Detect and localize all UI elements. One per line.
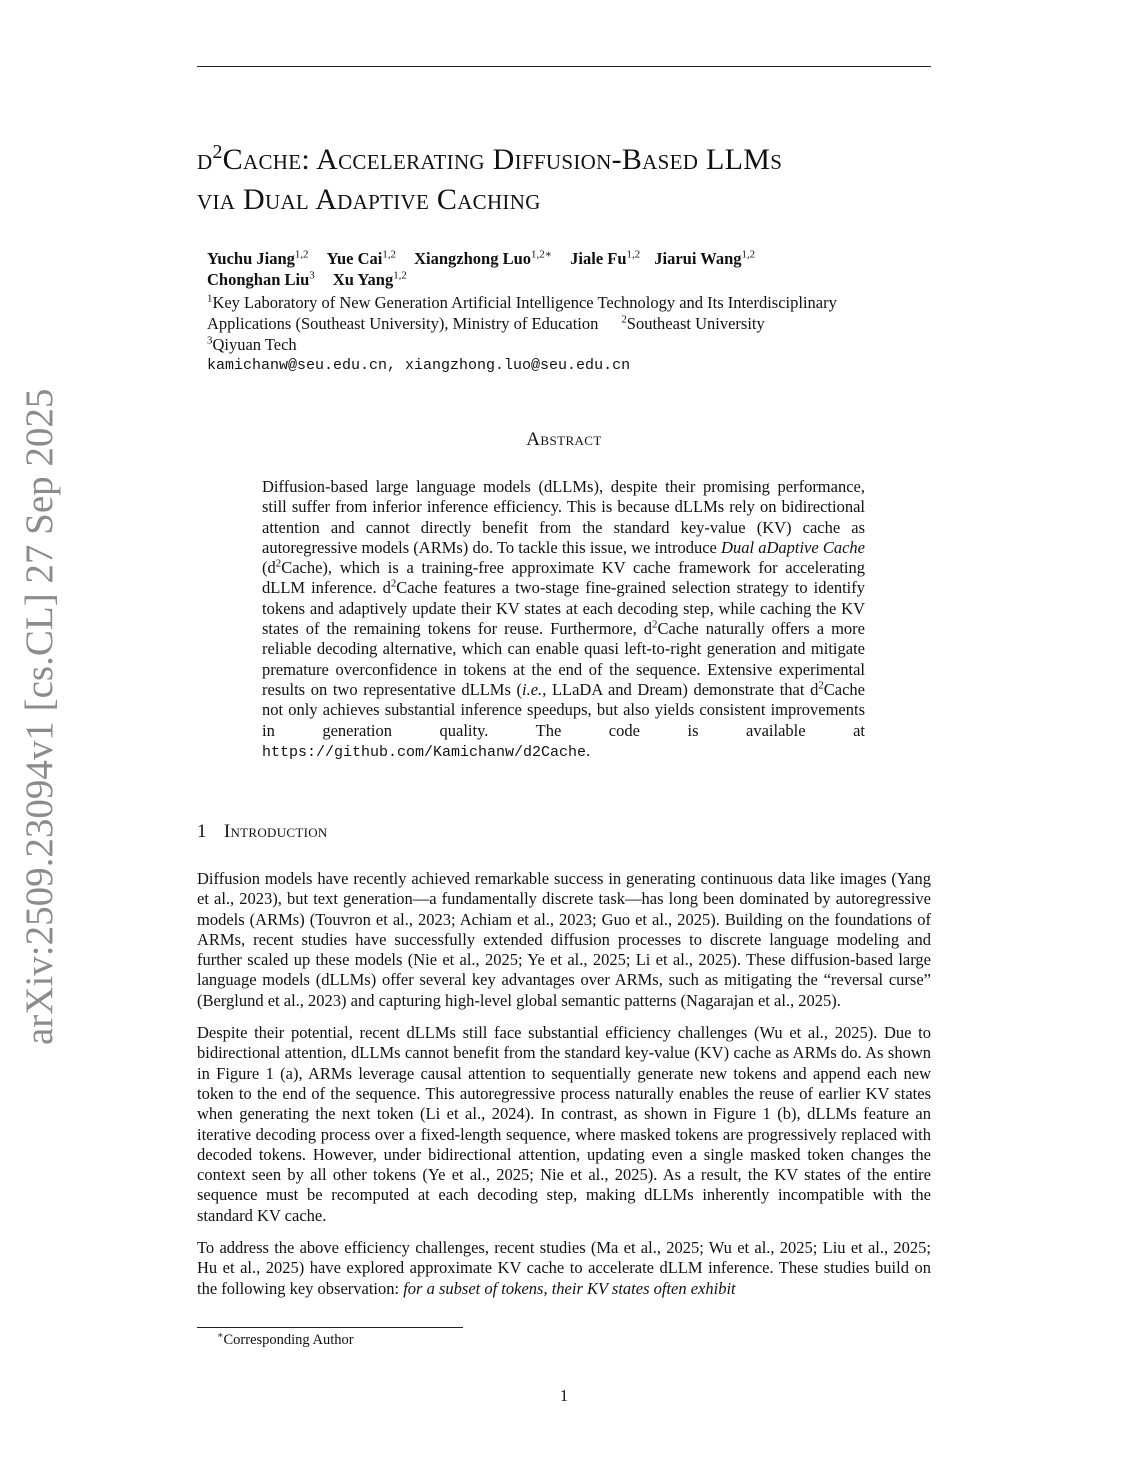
author-list <box>207 248 937 290</box>
footnote: ∗Corresponding Author <box>217 1330 354 1348</box>
paragraph: To address the above efficiency challenges, recent studies (Ma et al., 2025; Wu et al., 2025; Liu et al., 2025; Hu et al., 2025) have explored approximate KV cache to accelerate dLLM inference. These studies build on the following key observation: for a subset of tokens, their KV states often exhibit <box>197 1238 931 1298</box>
section-heading: 1 Introduction <box>197 821 328 842</box>
abstract-heading: Abstract <box>526 429 602 450</box>
author-name: Yuchu Jiang$^{1,2}$ <box>207 248 309 268</box>
author-name: Yue Cai$^{1,2}$ <box>326 248 396 268</box>
paragraph: Despite their potential, recent dLLMs still face substantial efficiency challenges (Wu et al., 2025). Due to bidirectional attention, dLLMs cannot benefit from the standard key-value (KV) cache as ARMs do. As shown in Figure 1 (a), ARMs leverage causal attention to sequentially generate new tokens and append each new token to the end of the sequence. This autoregressive process naturally enables the reuse of earlier KV states when generating the next token (Li et al., 2024). In contrast, as shown in Figure 1 (b), dLLMs feature an iterative decoding process over a fixed-length sequence, where masked tokens are progressively replaced with decoded tokens. However, under bidirectional attention, updating even a single masked token changes the context seen by all other tokens (Ye et al., 2025; Nie et al., 2025). As a result, the KV states of the entire sequence must be recomputed at each decoding step, making dLLMs inherently incompatible with the standard KV cache. <box>197 1023 931 1225</box>
author-name: Jiale Fu$^{1,2}$ <box>570 248 641 268</box>
paper-title: $d^2Cache$: Accelerating Diffusion-Based LLMs via Dual Adaptive Caching <box>197 141 783 216</box>
abstract-text: Diffusion-based large language models (dLLMs), despite their promising performance, still suffer from inferior inference efficiency. This is because dLLMs rely on bidirectional attention and cannot directly benefit from the standard key-value (KV) cache as autoregressive models (ARMs) do. To tackle this issue, we introduce Dual aDaptive Cache $(d^2Cache)$, which is a training-free approximate KV cache framework for accelerating dLLM inference. $d^2Cache$ features a two-stage fine-grained selection strategy to identify tokens and adaptively update their KV states at each decoding step, while caching the KV states of the remaining tokens for reuse. Furthermore, $d^2Cache$ naturally offers a more reliable decoding alternative, which can enable quasi left-to-right generation and mitigate premature overconfidence in tokens at the end of the sequence. Extensive experimental results on two representative dLLMs (i.e., LLaDA and Dream) demonstrate that $d^2Cache$ not only achieves substantial inference speedups, but also yields consistent improvements in generation quality. The code is available at https://github.com/Kamichanw/d2Cache. <box>262 477 866 761</box>
author-name: Xiangzhong Luo$^{1,2∗}$ <box>414 248 553 268</box>
affiliations: $^1$Key Laboratory of New Generation Artificial Intelligence Technology and Its Interdisciplinary Applications (Southeast University), Ministry of Education $^2$Southeast University $^3$Qiyuan Tech <box>207 292 837 354</box>
page-number: 1 <box>559 1386 569 1405</box>
code-url-link[interactable]: https://github.com/Kamichanw/d2Cache <box>262 743 587 761</box>
top-rule <box>197 66 931 67</box>
author-name: Jiarui Wang$^{1,2}$ <box>654 248 756 268</box>
paragraph: Diffusion models have recently achieved remarkable success in generating continuous data like images (Yang et al., 2023), but text generation—a fundamentally discrete task—has long been dominated by autoregressive models (ARMs) (Touvron et al., 2023; Achiam et al., 2023; Guo et al., 2025). Building on the foundations of ARMs, recent studies have successfully extended diffusion processes to discrete language modeling and further scaled up these models (Nie et al., 2025; Ye et al., 2025; Li et al., 2025). These diffusion-based large language models (dLLMs) offer several key advantages over ARMs, such as mitigating the “reversal curse” (Berglund et al., 2023) and capturing high-level global semantic patterns (Nagarajan et al., 2025). <box>197 869 931 1010</box>
footnote-rule <box>197 1327 463 1328</box>
arxiv-sidebar-id: arXiv:2509.23094v1 [cs.CL] 27 Sep 2025 <box>18 388 61 1045</box>
author-name: Chonghan Liu$^3$ <box>207 269 315 289</box>
section-body <box>197 869 931 1311</box>
author-name: Xu Yang$^{1,2}$ <box>332 269 407 289</box>
contact-emails: kamichanw@seu.edu.cn, xiangzhong.luo@seu.edu.cn <box>207 357 631 374</box>
